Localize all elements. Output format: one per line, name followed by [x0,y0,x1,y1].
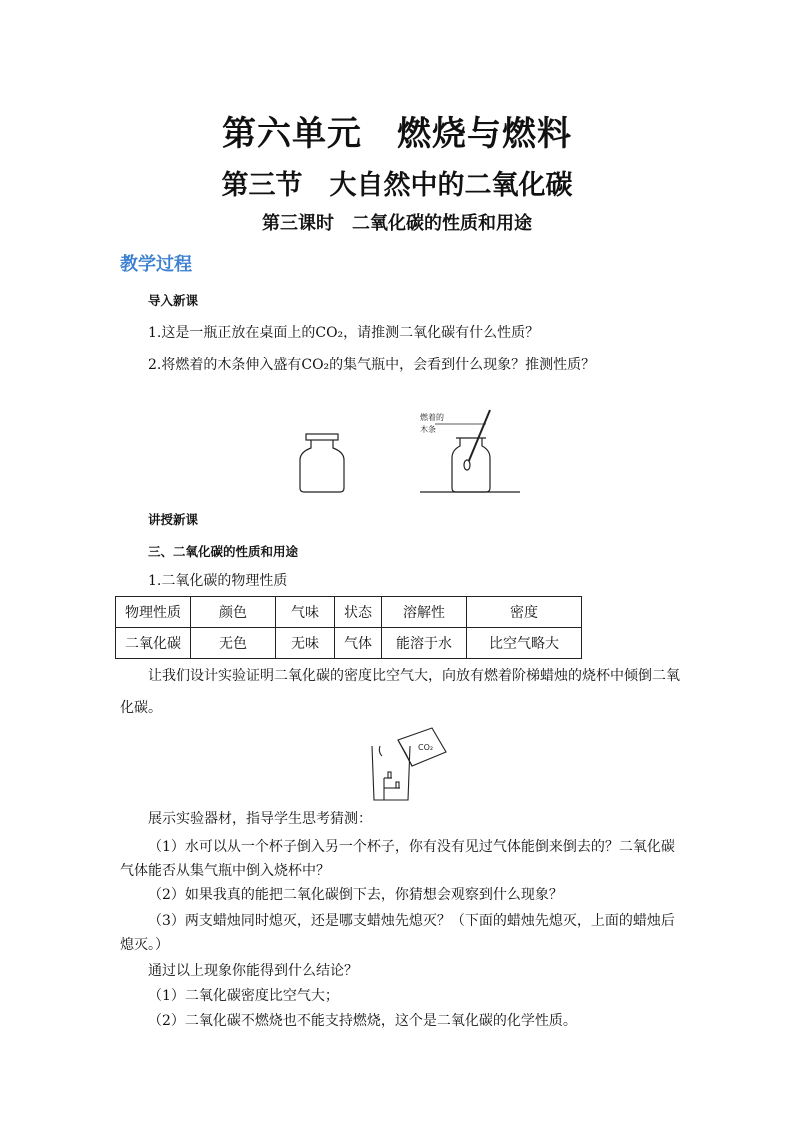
unit-title: 第六单元 燃烧与燃料 [222,114,572,154]
conclusion-2: （2）二氧化碳不燃烧也不能支持燃烧，这个是二氧化碳的化学性质。 [148,1013,577,1029]
pouring-co2-figure [360,726,460,806]
intro-question-1: 1.这是一瓶正放在桌面上的CO₂，请推测二氧化碳有什么性质？ [148,325,540,341]
physical-properties-table [115,596,582,659]
intro-heading: 导入新课 [148,293,199,308]
topic-heading: 三、二氧化碳的性质和用途 [148,544,299,559]
guess-1-line-2: 气体能否从集气瓶中倒入烧杯中？ [120,863,330,879]
flame-icon [464,460,470,470]
guide-text: 展示实验器材，指导学生思考猜测： [148,811,372,827]
guess-3-line-1: （3）两支蜡烛同时熄灭，还是哪支蜡烛先熄灭？（下面的蜡烛先熄灭，上面的蜡烛后 [148,913,675,929]
intro-question-2: 2.将燃着的木条伸入盛有CO₂的集气瓶中，会看到什么现象？推测性质？ [148,357,596,373]
table-header-row [116,597,582,628]
candle-upper [388,772,391,778]
table-cell: 二氧化碳 [116,628,191,659]
guess-2: （2）如果我真的能把二氧化碳倒下去，你猜想会观察到什么现象？ [148,887,563,903]
experiment-text-line-2: 化碳。 [120,700,162,716]
table-cell: 气体 [335,628,382,659]
conclusion-question: 通过以上现象你能得到什么结论？ [148,963,358,979]
lesson-title: 第三课时 二氧化碳的性质和用途 [262,213,532,234]
teaching-process-heading: 教学过程 [120,254,192,275]
table-cell: 无色 [191,628,276,659]
splint-label-1: 燃着的 [420,413,444,422]
table-cell: 无味 [276,628,335,659]
table-header-cell: 气味 [276,597,335,628]
table-cell: 比空气略大 [467,628,582,659]
table-header-cell: 颜色 [191,597,276,628]
guess-1-line-1: （1）水可以从一个杯子倒入另一个杯子，你有没有见过气体能倒来倒去的？二氧化碳 [148,839,675,855]
conclusion-1: （1）二氧化碳密度比空气大； [148,988,339,1004]
splint-label-2: 木条 [420,425,436,434]
candle-lower [396,782,399,788]
co2-label: CO₂ [418,743,434,752]
burning-splint [468,410,490,463]
table-header-cell: 溶解性 [382,597,467,628]
jar-body-left [300,440,344,492]
experiment-text-line-1: 让我们设计实验证明二氧化碳的密度比空气大，向放有燃着阶梯蜡烛的烧杯中倾倒二氧 [148,668,680,684]
jar-body-right [452,438,490,492]
table-header-cell: 状态 [335,597,382,628]
guess-3-line-2: 熄灭。） [120,937,169,953]
table-row [116,628,582,659]
table-header-cell: 密度 [467,597,582,628]
subtopic-heading: 1.二氧化碳的物理性质 [148,573,288,589]
table-cell: 能溶于水 [382,628,467,659]
gas-jar-figure [290,408,520,498]
jar-cap-left [306,434,338,440]
teach-heading: 讲授新课 [148,512,199,527]
section-title: 第三节 大自然中的二氧化碳 [221,170,573,201]
table-header-cell: 物理性质 [116,597,191,628]
